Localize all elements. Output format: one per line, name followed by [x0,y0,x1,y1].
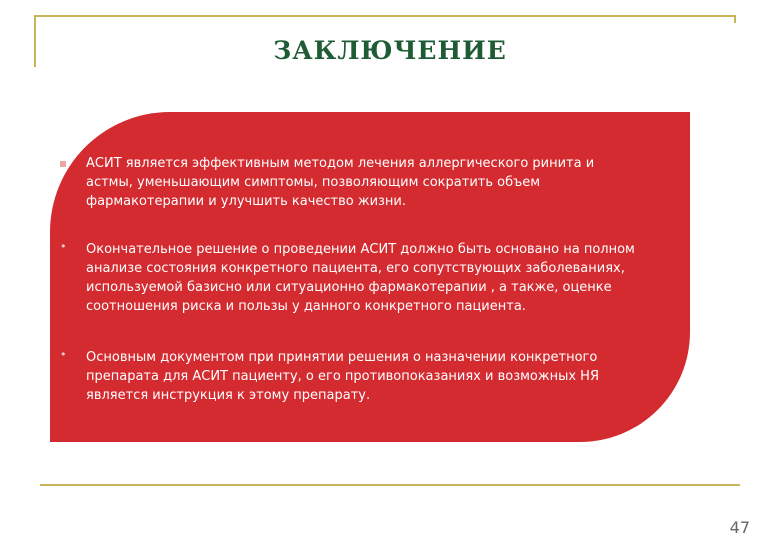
dot-bullet-icon: • [60,240,67,253]
content-panel [50,112,690,442]
right-frame-tick [734,15,736,23]
list-item-text: Основным документом при принятии решения о назначении конкретного препарата для АСИТ пациенту, о его противопоказаниях и возможных НЯ является инструкция к этому препарату. [86,350,599,403]
dot-bullet-icon: • [60,348,67,361]
bottom-divider [40,484,740,486]
square-bullet-icon [60,161,66,167]
list-item-text: АСИТ является эффективным методом лечения аллергического ринита и астмы, уменьшающим симптомы, позволяющим сократить объем фармакотерапии и улучшить качество жизни. [86,156,595,209]
slide-title: ЗАКЛЮЧЕНИЕ [273,36,507,65]
list-item-text: Окончательное решение о проведении АСИТ должно быть основано на полном анализе состояния конкретного пациента, его сопутствующих заболеваниях, используемой базисно или ситуационно фармакотерапии , а также, оценке соотношения риска и пользы у данного конкретного пациента. [86,242,635,314]
page-number: 47 [729,518,750,537]
top-frame-line [34,15,736,17]
